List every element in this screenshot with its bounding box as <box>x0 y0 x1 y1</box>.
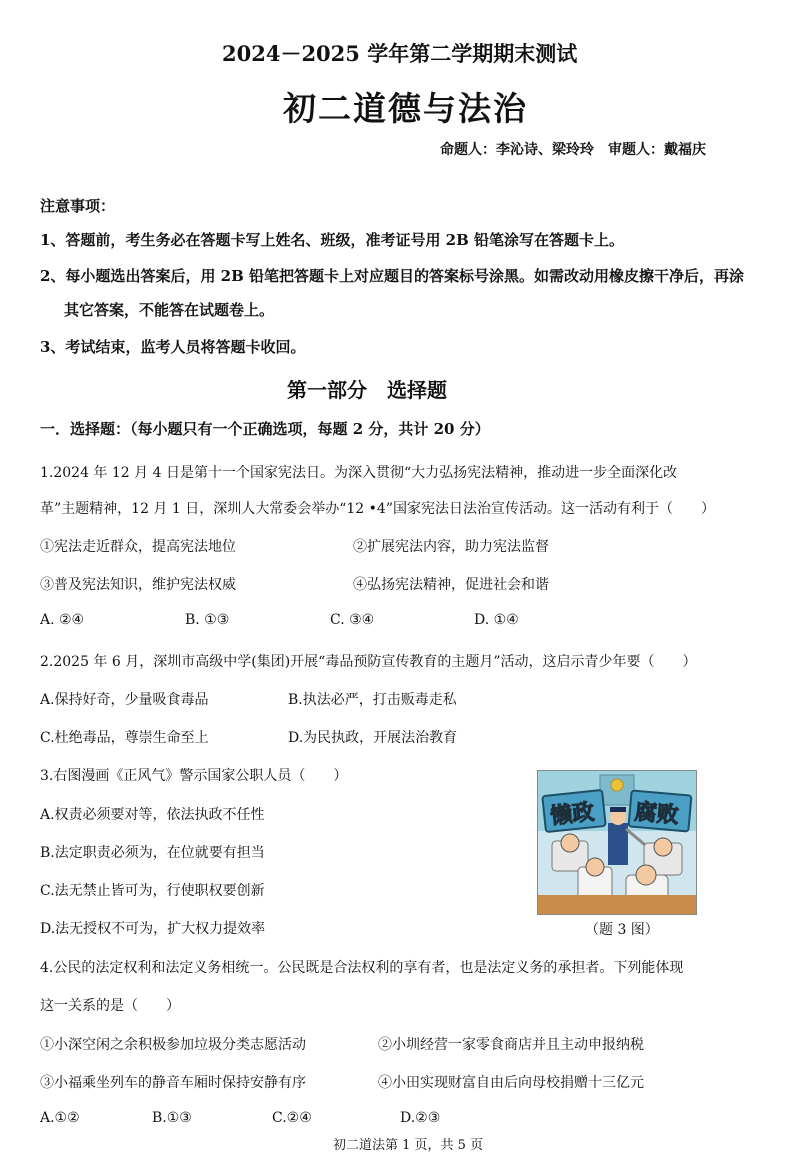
q1-stem-line2: 革”主题精神，12 月 1 日，深圳人大常委会举办“12 •4”国家宪法日法治宣传活动。这一活动有利于（ ） <box>40 501 715 517</box>
q1-option-c: C. ③④ <box>330 612 375 628</box>
notice-item: 2、每小题选出答案后，用 2B 铅笔把答题卡上对应题目的答案标号涂黑。如需改动用橡皮擦干净后，再涂 <box>40 267 745 285</box>
q3-cartoon-figure <box>537 770 697 915</box>
q3-stem: 3.右图漫画《正风气》警示国家公职人员（ ） <box>40 768 348 784</box>
q1-option-a: A. ②④ <box>40 612 85 628</box>
authors-line: 命题人：李沁诗、梁玲玲 审题人：戴福庆 <box>440 142 706 158</box>
q1-statement-4: ④弘扬宪法精神，促进社会和谐 <box>353 577 549 593</box>
q4-option-a: A.①② <box>40 1110 80 1126</box>
exam-title: 2024－2025 学年第二学期期末测试 <box>222 41 578 66</box>
q4-option-d: D.②③ <box>400 1110 441 1126</box>
q2-option-d: D.为民执政，开展法治教育 <box>288 730 458 746</box>
notice-item: 其它答案，不能答在试题卷上。 <box>64 301 275 319</box>
q3-option-a: A.权责必须要对等，依法执政不任性 <box>40 807 265 823</box>
q1-statement-2: ②扩展宪法内容，助力宪法监督 <box>353 539 549 555</box>
q4-stem-line2: 这一关系的是（ ） <box>40 998 180 1014</box>
q1-statement-1: ①宪法走近群众，提高宪法地位 <box>40 539 236 555</box>
page-footer: 初二道法第 1 页，共 5 页 <box>333 1138 484 1153</box>
notice-item: 3、考试结束，监考人员将答题卡收回。 <box>40 338 306 356</box>
q4-option-c: C.②④ <box>272 1110 312 1126</box>
q4-statement-1: ①小深空闲之余积极参加垃圾分类志愿活动 <box>40 1037 306 1053</box>
cartoon-word-corrupt: 腐败 <box>633 799 680 829</box>
q4-statement-4: ④小田实现财富自由后向母校捐赠十三亿元 <box>378 1075 644 1091</box>
section-heading: 一．选择题：（每小题只有一个正确选项，每题 2 分，共计 20 分） <box>40 420 490 438</box>
q1-statement-3: ③普及宪法知识，维护宪法权威 <box>40 577 236 593</box>
q1-option-b: B. ①③ <box>185 612 230 628</box>
notice-heading: 注意事项： <box>40 197 116 215</box>
q4-statement-2: ②小圳经营一家零食商店并且主动申报纳税 <box>378 1037 644 1053</box>
part-title: 第一部分 选择题 <box>287 378 447 402</box>
q4-stem-line1: 4.公民的法定权利和法定义务相统一。公民既是合法权利的享有者，也是法定义务的承担者。下列能体现 <box>40 960 684 976</box>
q2-option-c: C.杜绝毒品，尊崇生命至上 <box>40 730 209 746</box>
cartoon-word-lazy: 懒政 <box>549 799 596 830</box>
q3-option-b: B.法定职责必须为，在位就要有担当 <box>40 845 265 861</box>
notice-item: 1、答题前，考生务必在答题卡写上姓名、班级，准考证号用 2B 铅笔涂写在答题卡上。 <box>40 231 625 249</box>
q3-option-d: D.法无授权不可为，扩大权力提效率 <box>40 921 266 937</box>
q2-stem: 2.2025 年 6 月，深圳市高级中学(集团)开展“毒品预防宣传教育的主题月”活动，这启示青少年要（ ） <box>40 654 697 670</box>
subject-title: 初二道德与法治 <box>283 89 528 128</box>
q3-option-c: C.法无禁止皆可为，行使职权要创新 <box>40 883 265 899</box>
q2-option-b: B.执法必严，打击贩毒走私 <box>288 692 457 708</box>
q4-option-b: B.①③ <box>152 1110 192 1126</box>
q3-figure-caption: （题 3 图） <box>585 922 659 938</box>
q4-statement-3: ③小福乘坐列车的静音车厢时保持安静有序 <box>40 1075 306 1091</box>
q2-option-a: A.保持好奇，少量吸食毒品 <box>40 692 209 708</box>
q1-stem-line1: 1.2024 年 12 月 4 日是第十一个国家宪法日。为深入贯彻“大力弘扬宪法精神，推动进一步全面深化改 <box>40 465 678 481</box>
q1-option-d: D. ①④ <box>474 612 519 628</box>
